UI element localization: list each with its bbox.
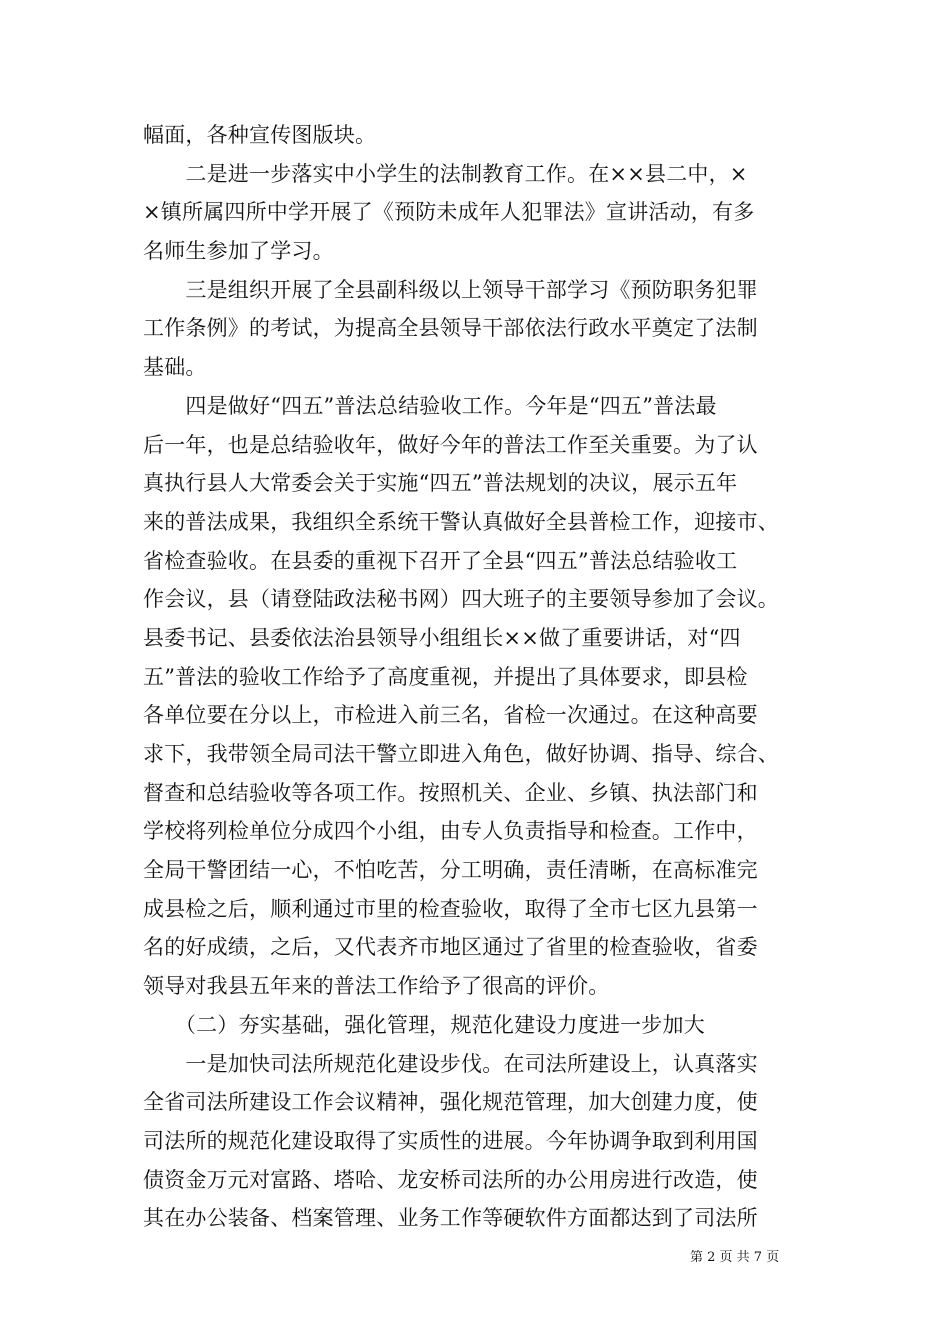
text-line: 司法所的规范化建设取得了实质性的进展。今年协调争取到利用国 xyxy=(143,1128,758,1153)
text-line: 省检查验收。在县委的重视下召开了全县“四五”普法总结验收工 xyxy=(143,548,738,573)
text-line: 工作条例》的考试，为提高全县领导干部依法行政水平奠定了法制 xyxy=(143,316,758,341)
text-line: 名师生参加了学习。 xyxy=(143,239,334,264)
text-line: 幅面，各种宣传图版块。 xyxy=(143,123,377,147)
text-line: 县委书记、县委依法治县领导小组组长××做了重要讲话，对“四 xyxy=(143,625,741,650)
text-line: 真执行县人大常委会关于实施“四五”普法规划的决议，展示五年 xyxy=(143,471,738,496)
text-line: 后一年，也是总结验收年，做好今年的普法工作至关重要。为了认 xyxy=(143,432,758,457)
text-line: 一是加快司法所规范化建设步伐。在司法所建设上，认真落实 xyxy=(143,1051,758,1076)
text-line: 债资金万元对富路、塔哈、龙安桥司法所的办公用房进行改造，使 xyxy=(143,1167,758,1192)
text-line: 各单位要在分以上，市检进入前三名，省检一次通过。在这种高要 xyxy=(143,703,758,728)
text-line: 全局干警团结一心，不怕吃苦，分工明确，责任清晰，在高标准完 xyxy=(143,858,758,883)
text-line: 基础。 xyxy=(143,355,207,380)
text-line: 督查和总结验收等各项工作。按照机关、企业、乡镇、执法部门和 xyxy=(143,780,758,805)
text-line: 三是组织开展了全县副科级以上领导干部学习《预防职务犯罪 xyxy=(143,277,758,302)
text-line: 二是进一步落实中小学生的法制教育工作。在××县二中，× xyxy=(143,161,748,186)
text-line: 全省司法所建设工作会议精神，强化规范管理，加大创建力度，使 xyxy=(143,1090,758,1115)
text-line: 作会议，县（请登陆政法秘书网）四大班子的主要领导参加了会议。 xyxy=(143,587,779,612)
text-line: 求下，我带领全局司法干警立即进入角色，做好协调、指导、综合、 xyxy=(143,742,779,766)
text-line: 其在办公装备、档案管理、业务工作等硬软件方面都达到了司法所 xyxy=(143,1206,758,1231)
page-footer: 第 2 页 共 7 页 xyxy=(690,1250,780,1265)
text-line: ×镇所属四所中学开展了《预防未成年人犯罪法》宣讲活动，有多 xyxy=(143,200,755,225)
text-line: 五”普法的验收工作给予了高度重视，并提出了具体要求，即县检 xyxy=(143,664,748,689)
text-line: 成县检之后，顺利通过市里的检查验收，取得了全市七区九县第一 xyxy=(143,896,758,921)
section-heading: （二）夯实基础，强化管理，规范化建设力度进一步加大 xyxy=(143,1012,705,1037)
text-line: 四是做好“四五”普法总结验收工作。今年是“四五”普法最 xyxy=(143,393,717,418)
text-line: 来的普法成果，我组织全系统干警认真做好全县普检工作，迎接市、 xyxy=(143,509,779,534)
text-line: 学校将列检单位分成四个小组，由专人负责指导和检查。工作中， xyxy=(143,819,758,844)
text-line: 领导对我县五年来的普法工作给予了很高的评价。 xyxy=(143,974,610,999)
body-text xyxy=(143,116,833,1238)
text-line: 名的好成绩，之后，又代表齐市地区通过了省里的检查验收，省委 xyxy=(143,935,758,960)
